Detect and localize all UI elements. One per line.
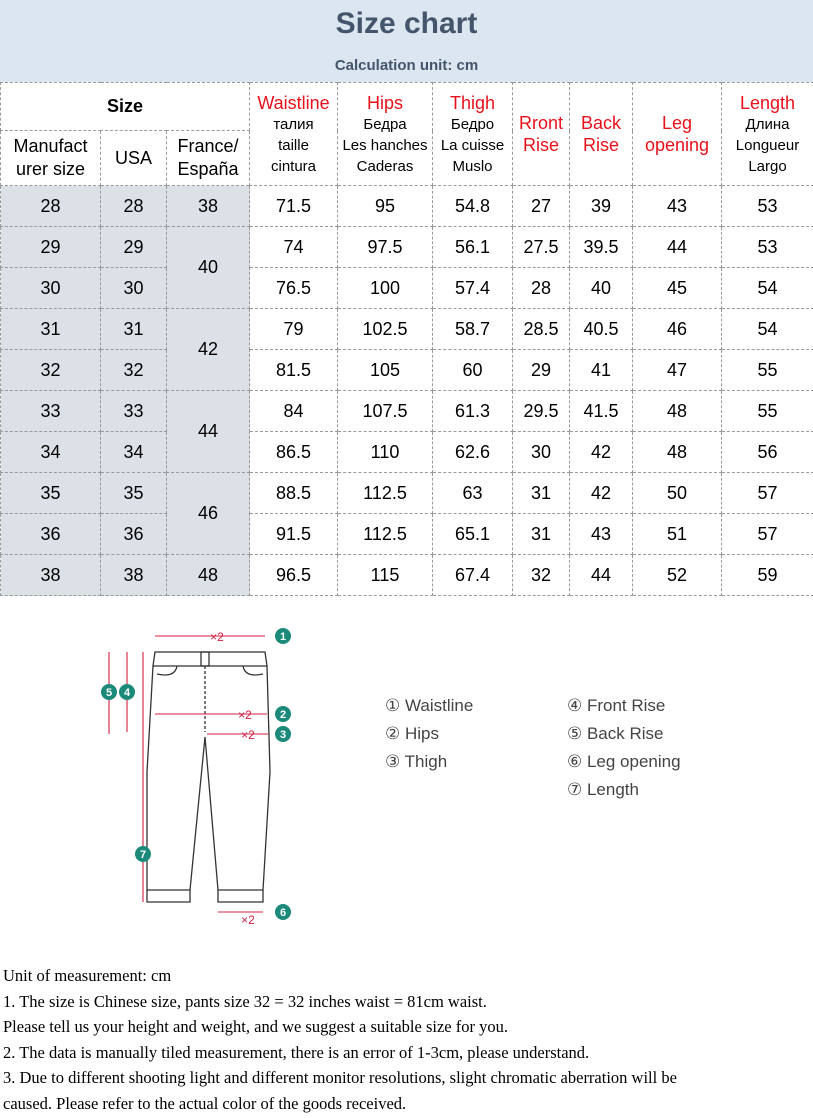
measure-header-name: Length	[739, 92, 796, 113]
measurement-cell: 76.5	[250, 268, 338, 309]
calculation-unit-bar	[0, 48, 813, 82]
france-spain-size-cell: 40	[167, 227, 250, 309]
legend-item-leg-opening: ⑥ Leg opening	[567, 752, 681, 771]
measure-header	[433, 83, 513, 186]
measure-header-name: Rront Rise	[518, 113, 563, 155]
measurement-cell: 29	[513, 350, 570, 391]
france-spain-size-header: France/ España	[167, 131, 250, 186]
measurement-cell: 58.7	[433, 309, 513, 350]
measurement-cell: 61.3	[433, 391, 513, 432]
usa-size-header: USA	[101, 131, 167, 186]
measurement-cell: 67.4	[433, 555, 513, 596]
legend-left	[385, 692, 473, 776]
manufacturer-size-cell: 31	[1, 309, 101, 350]
measurement-cell: 31	[513, 514, 570, 555]
measure-header-translations: Бедро La cuisse Muslo	[440, 115, 505, 175]
measurement-cell: 86.5	[250, 432, 338, 473]
table-row	[1, 514, 813, 555]
measurement-cell: 32	[513, 555, 570, 596]
measurement-cell: 43	[570, 514, 633, 555]
measurement-cell: 44	[570, 555, 633, 596]
measure-header-name: Waistline	[257, 92, 330, 113]
measurement-cell: 28.5	[513, 309, 570, 350]
legend-item-front-rise: ④ Front Rise	[567, 696, 666, 715]
usa-size-cell: 38	[101, 555, 167, 596]
note-line: 3. Due to different shooting light and different monitor resolutions, slight chromatic aberration will be	[3, 1068, 677, 1087]
manufacturer-size-cell: 35	[1, 473, 101, 514]
measurement-cell: 53	[722, 227, 813, 268]
chart-title-bar	[0, 0, 813, 49]
measurement-cell: 95	[338, 186, 433, 227]
size-header: Size	[1, 83, 250, 131]
manufacturer-size-cell: 29	[1, 227, 101, 268]
measurement-cell: 54.8	[433, 186, 513, 227]
manufacturer-size-cell: 28	[1, 186, 101, 227]
measurement-cell: 57	[722, 473, 813, 514]
measure-header-translations: талия taille cintura	[270, 115, 317, 175]
measurement-cell: 84	[250, 391, 338, 432]
legend-item-thigh: ③ Thigh	[385, 752, 448, 771]
measurement-cell: 102.5	[338, 309, 433, 350]
marker-label-1: 1	[279, 631, 287, 643]
calculation-unit: Calculation unit: cm	[334, 56, 479, 74]
measurement-cell: 56	[722, 432, 813, 473]
manufacturer-size-header: Manufact urer size	[1, 131, 101, 186]
measurement-markers	[101, 628, 291, 920]
measure-header	[338, 83, 433, 186]
measure-header	[570, 83, 633, 186]
header-row-1	[1, 83, 813, 131]
table-row	[1, 350, 813, 391]
measurement-cell: 74	[250, 227, 338, 268]
measurement-cell: 112.5	[338, 514, 433, 555]
measure-header-name: Thigh	[449, 92, 496, 113]
table-row	[1, 555, 813, 596]
measurement-cell: 51	[633, 514, 722, 555]
usa-size-cell: 30	[101, 268, 167, 309]
france-spain-size-cell: 38	[167, 186, 250, 227]
note-line: Please tell us your height and weight, and we suggest a suitable size for you.	[3, 1017, 508, 1036]
measurement-cell: 43	[633, 186, 722, 227]
measurement-cell: 88.5	[250, 473, 338, 514]
usa-size-cell: 28	[101, 186, 167, 227]
table-row	[1, 391, 813, 432]
measurement-cell: 91.5	[250, 514, 338, 555]
pants-measurement-diagram	[95, 622, 305, 932]
table-row	[1, 227, 813, 268]
manufacturer-size-cell: 38	[1, 555, 101, 596]
multiplier-leg: ×2	[241, 913, 255, 927]
measurement-cell: 60	[433, 350, 513, 391]
measurement-cell: 115	[338, 555, 433, 596]
table-row	[1, 268, 813, 309]
measurement-cell: 55	[722, 350, 813, 391]
measurement-cell: 52	[633, 555, 722, 596]
note-line: 1. The size is Chinese size, pants size 32 = 32 inches waist = 81cm waist.	[3, 991, 487, 1011]
measurement-cell: 97.5	[338, 227, 433, 268]
manufacturer-size-cell: 36	[1, 514, 101, 555]
multiplier-hips: ×2	[238, 708, 252, 722]
measurement-arrows	[109, 636, 268, 912]
measurement-cell: 41.5	[570, 391, 633, 432]
usa-size-cell: 33	[101, 391, 167, 432]
measurement-cell: 42	[570, 473, 633, 514]
measurement-cell: 65.1	[433, 514, 513, 555]
france-spain-size-cell: 44	[167, 391, 250, 473]
measurement-cell: 63	[433, 473, 513, 514]
measurement-cell: 42	[570, 432, 633, 473]
manufacturer-size-cell: 32	[1, 350, 101, 391]
marker-label-6: 6	[279, 907, 287, 919]
measurement-cell: 54	[722, 309, 813, 350]
measure-header-name: Hips	[366, 92, 403, 113]
measurement-cell: 46	[633, 309, 722, 350]
measure-header	[633, 83, 722, 186]
measurement-cell: 40	[570, 268, 633, 309]
measurement-cell: 56.1	[433, 227, 513, 268]
marker-label-4: 4	[123, 687, 131, 699]
multiplier-waist: ×2	[210, 630, 224, 644]
measurement-cell: 81.5	[250, 350, 338, 391]
measurement-cell: 57.4	[433, 268, 513, 309]
measurement-cell: 107.5	[338, 391, 433, 432]
usa-size-cell: 35	[101, 473, 167, 514]
measurement-cell: 48	[633, 432, 722, 473]
measurement-cell: 40.5	[570, 309, 633, 350]
measurement-cell: 31	[513, 473, 570, 514]
legend-item-waistline: ① Waistline	[385, 696, 474, 715]
measurement-cell: 59	[722, 555, 813, 596]
usa-size-cell: 31	[101, 309, 167, 350]
measure-header-translations: Длина Longueur Largo	[735, 115, 800, 175]
measure-header-translations: Бедра Les hanches Caderas	[342, 115, 428, 175]
legend-item-back-rise: ⑤ Back Rise	[567, 724, 664, 743]
measurement-cell: 48	[633, 391, 722, 432]
measurement-cell: 44	[633, 227, 722, 268]
table-row	[1, 473, 813, 514]
measurement-cell: 47	[633, 350, 722, 391]
measurement-cell: 45	[633, 268, 722, 309]
measurement-cell: 57	[722, 514, 813, 555]
chart-title: Size chart	[335, 7, 478, 40]
usa-size-cell: 34	[101, 432, 167, 473]
marker-label-5: 5	[105, 687, 113, 699]
measurement-cell: 39.5	[570, 227, 633, 268]
measurement-cell: 112.5	[338, 473, 433, 514]
marker-label-2: 2	[279, 709, 287, 721]
measurement-cell: 27.5	[513, 227, 570, 268]
pants-outline	[147, 652, 270, 902]
marker-label-7: 7	[139, 849, 147, 861]
measurement-cell: 54	[722, 268, 813, 309]
legend-item-length: ⑦ Length	[567, 780, 639, 799]
measurement-cell: 50	[633, 473, 722, 514]
multiplier-thigh: ×2	[241, 728, 255, 742]
measurement-cell: 100	[338, 268, 433, 309]
note-line: 2. The data is manually tiled measurement, there is an error of 1-3cm, please understand.	[3, 1042, 590, 1062]
measurement-cell: 29.5	[513, 391, 570, 432]
measure-header	[722, 83, 813, 186]
france-spain-size-cell: 46	[167, 473, 250, 555]
measurement-cell: 30	[513, 432, 570, 473]
size-table	[0, 82, 813, 596]
measurement-cell: 41	[570, 350, 633, 391]
measure-header	[250, 83, 338, 186]
france-spain-size-cell: 48	[167, 555, 250, 596]
manufacturer-size-cell: 30	[1, 268, 101, 309]
measurement-cell: 105	[338, 350, 433, 391]
measure-header-name: Back Rise	[580, 113, 622, 155]
measure-header	[513, 83, 570, 186]
note-line: caused. Please refer to the actual color of the goods received.	[3, 1093, 407, 1113]
measurement-cell: 62.6	[433, 432, 513, 473]
measurement-cell: 55	[722, 391, 813, 432]
measure-header-name: Leg opening	[644, 113, 710, 155]
manufacturer-size-cell: 33	[1, 391, 101, 432]
usa-size-cell: 36	[101, 514, 167, 555]
measurement-cell: 71.5	[250, 186, 338, 227]
notes-block	[3, 963, 809, 1116]
manufacturer-size-cell: 34	[1, 432, 101, 473]
table-row	[1, 186, 813, 227]
legend-right	[567, 692, 681, 804]
measurement-cell: 53	[722, 186, 813, 227]
measurement-cell: 39	[570, 186, 633, 227]
table-row	[1, 309, 813, 350]
note-line: Unit of measurement: cm	[3, 966, 172, 985]
legend-item-hips: ② Hips	[385, 724, 439, 743]
marker-label-3: 3	[279, 729, 287, 741]
table-row	[1, 432, 813, 473]
measurement-cell: 96.5	[250, 555, 338, 596]
measurement-cell: 110	[338, 432, 433, 473]
measurement-cell: 27	[513, 186, 570, 227]
measurement-cell: 79	[250, 309, 338, 350]
usa-size-cell: 29	[101, 227, 167, 268]
france-spain-size-cell: 42	[167, 309, 250, 391]
measurement-cell: 28	[513, 268, 570, 309]
usa-size-cell: 32	[101, 350, 167, 391]
